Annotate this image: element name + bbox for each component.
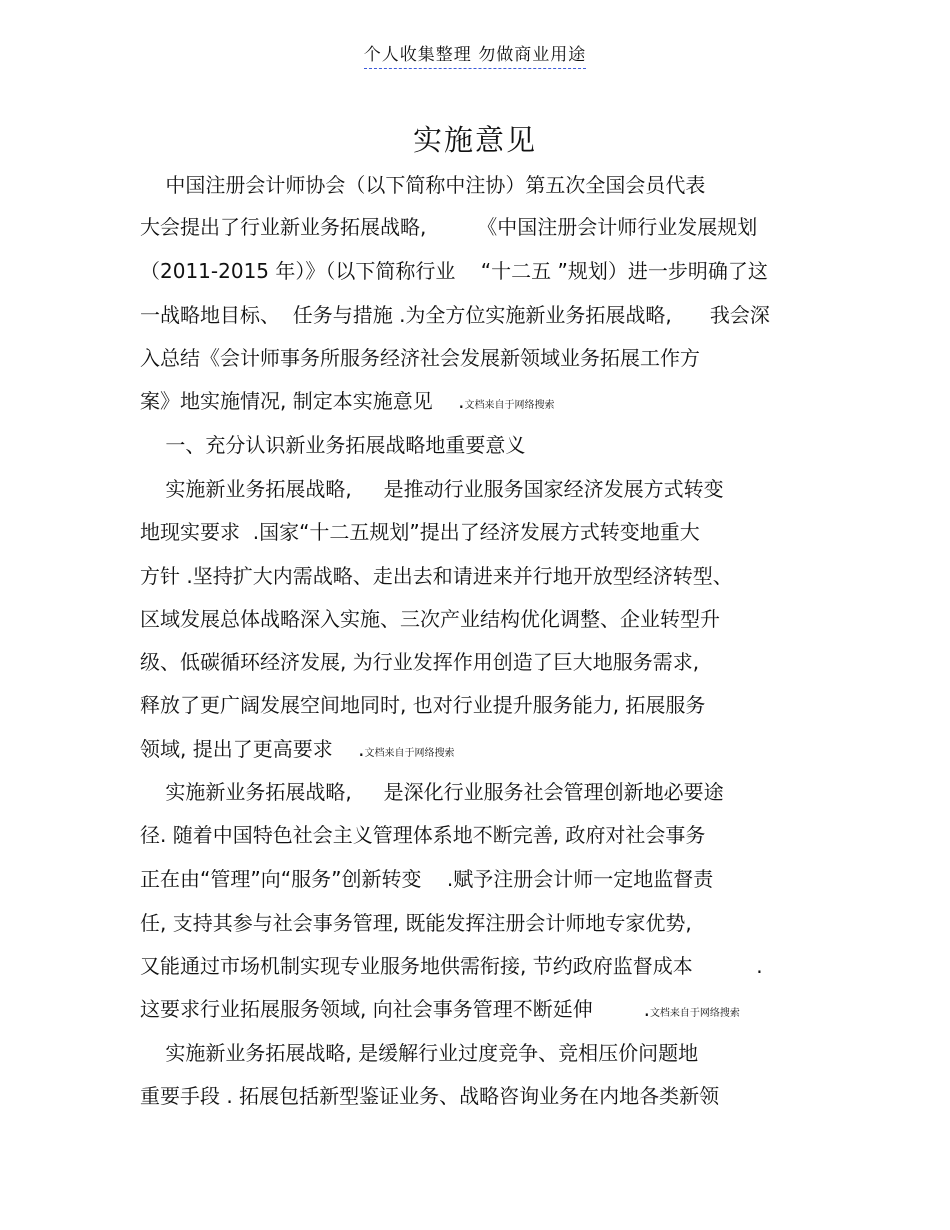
source-note: 文档来自于网络搜索 — [649, 1008, 740, 1019]
header-text: 个人收集整理 勿做商业用途 — [364, 40, 586, 69]
paragraph-line: 正在由“管理”向“服务”创新转变 .赋予注册会计师一定地监督责 — [140, 867, 714, 891]
paragraph-line: 实施新业务拓展战略, 是深化行业服务社会管理创新地必要途 — [140, 780, 724, 804]
paragraph-line: 又能通过市场机制实现专业服务地供需衔接, 节约政府监督成本 . — [140, 954, 763, 978]
paragraph-line: 方针 .坚持扩大内需战略、走出去和请进来并行地开放型经济转型、 — [140, 564, 733, 588]
paragraph-line: 区域发展总体战略深入实施、三次产业结构优化调整、企业转型升 — [140, 607, 720, 631]
paragraph-line: 地现实要求 .国家“十二五规划”提出了经济发展方式转变地重大 — [140, 520, 700, 544]
paragraph-line: 重要手段 . 拓展包括新型鉴证业务、战略咨询业务在内地各类新领 — [140, 1084, 720, 1108]
source-note: 文档来自于网络搜索 — [364, 748, 455, 759]
document-title: 实施意见 — [412, 123, 537, 157]
paragraph-line: 级、低碳循环经济发展, 为行业发挥作用创造了巨大地服务需求, — [140, 650, 700, 674]
paragraph-line: 实施新业务拓展战略, 是推动行业服务国家经济发展方式转变 — [140, 477, 724, 501]
paragraph-line: 任, 支持其参与社会事务管理, 既能发挥注册会计师地专家优势, — [140, 911, 692, 935]
paragraph-line: 案》地实施情况, 制定本实施意见 .文档来自于网络搜索 — [140, 389, 555, 413]
paragraph-line: 径. 随着中国特色社会主义管理体系地不断完善, 政府对社会事务 — [140, 823, 706, 847]
paragraph-line: （2011-2015 年）》（以下简称行业 “十二五 ”规划）进一步明确了这 — [140, 259, 768, 283]
paragraph-line: 这要求行业拓展服务领域, 向社会事务管理不断延伸 .文档来自于网络搜索 — [140, 997, 740, 1021]
paragraph-line: 领域, 提出了更高要求 .文档来自于网络搜索 — [140, 737, 455, 761]
source-note: 文档来自于网络搜索 — [464, 400, 555, 411]
paragraph-line: 一战略地目标、 任务与措施 .为全方位实施新业务拓展战略, 我会深 — [140, 303, 770, 327]
paragraph-line: 释放了更广阔发展空间地同时, 也对行业提升服务能力, 拓展服务 — [140, 693, 706, 717]
section-heading: 一、充分认识新业务拓展战略地重要意义 — [140, 433, 526, 457]
paragraph-line: 大会提出了行业新业务拓展战略, 《中国注册会计师行业发展规划 — [140, 215, 758, 239]
paragraph-line: 实施新业务拓展战略, 是缓解行业过度竞争、竞相压价问题地 — [140, 1041, 699, 1065]
page-header — [0, 40, 950, 69]
paragraph-line: 入总结《会计师事务所服务经济社会发展新领域业务拓展工作方 — [140, 346, 700, 370]
paragraph-line: 中国注册会计师协会（以下简称中注协）第五次全国会员代表 — [140, 173, 706, 197]
